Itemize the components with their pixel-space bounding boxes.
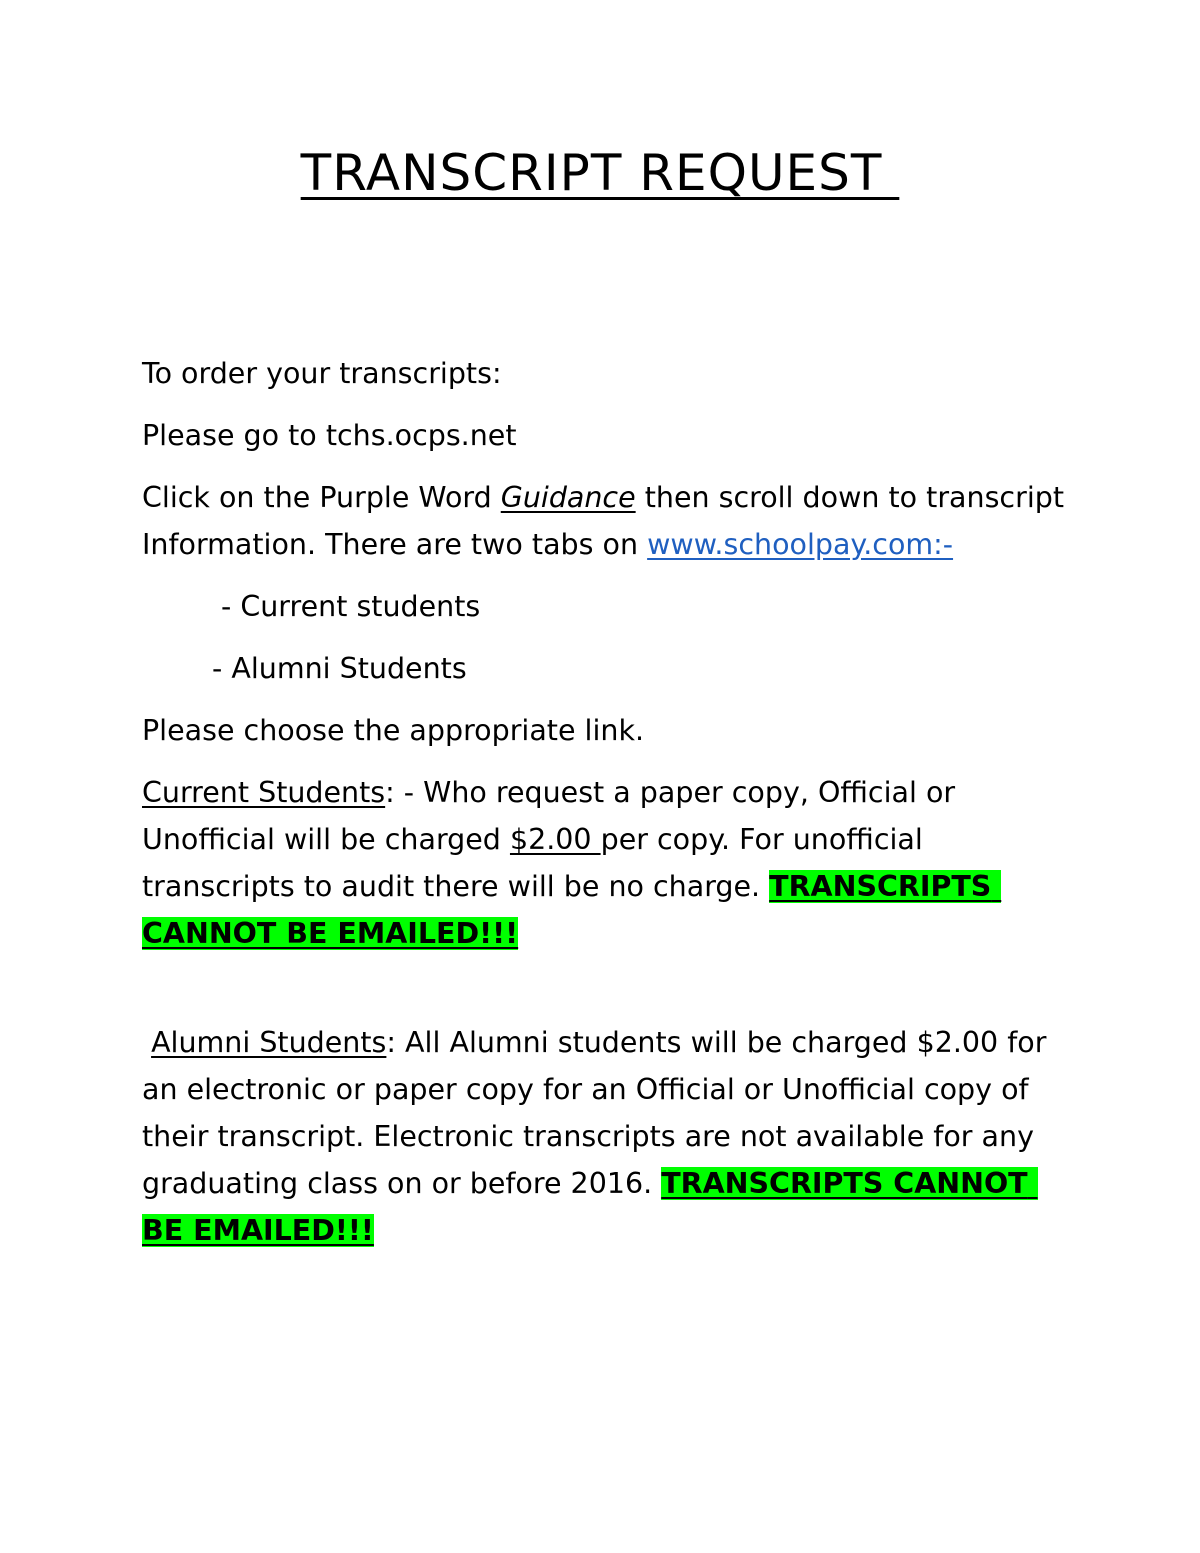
current-students-text2: per copy. For unofficial transcripts to audit there will be no charge. — [142, 823, 923, 903]
schoolpay-link[interactable]: www.schoolpay.com:- — [647, 528, 954, 561]
tab-item-current-students: - Current students — [221, 590, 481, 623]
alumni-students-text: : All Alumni students will be charged $2.00 for an electronic or paper copy for an Official or Unofficial copy of their transcript. Electronic transcripts are not available for any graduating class on or before 2016. — [142, 1026, 1047, 1200]
goto-paragraph — [142, 412, 1072, 459]
alumni-students-paragraph — [142, 1019, 1072, 1254]
goto-prefix: Please go to — [142, 419, 326, 452]
alumni-students-label: Alumni Students — [151, 1026, 387, 1059]
alumni-students-warning: TRANSCRIPTS CANNOT BE EMAILED!!! — [142, 1167, 1038, 1247]
current-students-price: $2.00 — [509, 823, 601, 856]
guidance-word: Guidance — [500, 481, 636, 514]
school-site-text: tchs.ocps.net — [325, 419, 517, 452]
document-body — [142, 350, 1072, 1269]
current-students-paragraph — [142, 769, 1072, 957]
instructions-paragraph — [142, 474, 1072, 568]
instructions-part2: then scroll down to transcript Information. There are two tabs on — [142, 481, 1065, 561]
choose-paragraph: Please choose the appropriate link. — [142, 714, 645, 747]
page-title: TRANSCRIPT REQUEST — [300, 144, 900, 202]
current-students-label: Current Students — [142, 776, 386, 809]
instructions-part1: Click on the Purple Word — [142, 481, 501, 514]
current-students-warning: TRANSCRIPTS CANNOT BE EMAILED!!! — [142, 870, 1002, 950]
intro-paragraph: To order your transcripts: — [142, 357, 502, 390]
current-students-text1: : - Who request a paper copy, Official or Unofficial will be charged — [142, 776, 956, 856]
tab-item-alumni-students: - Alumni Students — [212, 652, 467, 685]
